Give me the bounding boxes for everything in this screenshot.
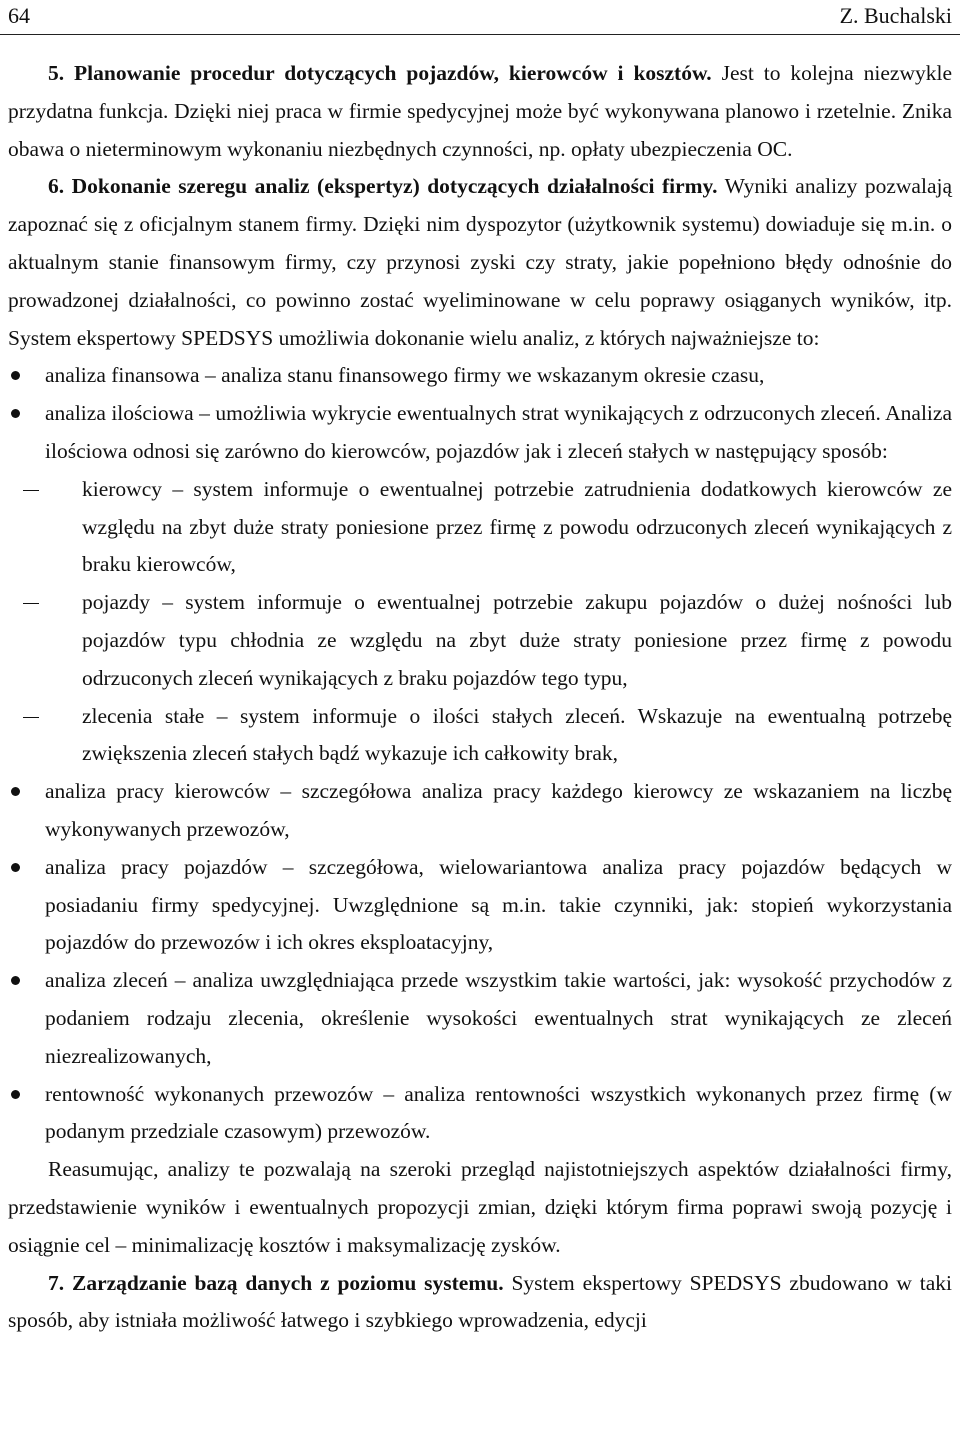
list-item-quantitative-analysis: [8, 395, 952, 773]
sub-list-item-vehicles: [45, 584, 952, 697]
list-item-text: analiza finansowa – analiza stanu finansowego firmy we wskazanym okresie czasu,: [45, 363, 765, 388]
item-6-text: Wyniki analizy pozwalają zapoznać się z oficjalnym stanem firmy. Dzięki nim dyspozytor (użytkownik systemu) dowiaduje się m.in. o aktualnym stanie finansowym firmy, czy przynosi zyski czy straty, jakie popełniono błędy odnośnie do prowadzonej działalności, co powinno zostać wyeliminowane w celu poprawy osiąganych wyników, itp. System ekspertowy SPEDSYS umożliwia dokonanie wielu analiz, z których najważniejsze to:: [8, 174, 953, 350]
item-7-heading: 7. Zarządzanie bazą danych z poziomu systemu.: [48, 1270, 504, 1295]
list-item-orders-analysis: [8, 962, 952, 1075]
paragraph-item-5: [8, 55, 952, 168]
header-rule: [0, 34, 960, 35]
list-item-text: analiza pracy pojazdów – szczegółowa, wielowariantowa analiza pracy pojazdów będących w posiadaniu firmy spedycyjnej. Uwzględnione są m.in. takie czynniki, jak: stopień wykorzystania pojazdów do przewozów i ich okres eksploatacyjny,: [45, 854, 952, 955]
sub-list: [45, 471, 952, 773]
list-item-text: analiza ilościowa – umożliwia wykrycie ewentualnych strat wynikających z odrzuconych zleceń. Analiza ilościowa odnosi się zarówno do kierowców, pojazdów jak i zleceń stałych w następujący sposób:: [45, 401, 952, 463]
sub-list-item-text: kierowcy – system informuje o ewentualnej potrzebie zatrudnienia dodatkowych kierowców ze względu na zbyt duże straty poniesione przez firmę z powodu odrzuconych zleceń wynikających z braku kierowców,: [82, 476, 952, 577]
list-item-financial-analysis: [8, 357, 952, 395]
analysis-list: [8, 357, 952, 1151]
page-number: 64: [8, 3, 30, 28]
list-item-profitability: [8, 1076, 952, 1152]
list-item-text: analiza pracy kierowców – szczegółowa analiza pracy każdego kierowcy ze wskazaniem na liczbę wykonywanych przewozów,: [45, 779, 952, 841]
item-5-heading: 5. Planowanie procedur dotyczących pojazdów, kierowców i kosztów.: [48, 61, 712, 85]
running-header: [0, 0, 960, 34]
summary-paragraph: Reasumując, analizy te pozwalają na szeroki przegląd najistotniejszych aspektów działalności firmy, przedstawienie wyników i ewentualnych propozycji zmian, dzięki którym firma poprawi swoją pozycję i osiągnie cel – minimalizację kosztów i maksymalizację zysków.: [8, 1157, 952, 1257]
sub-list-item-text: zlecenia stałe – system informuje o ilości stałych zleceń. Wskazuje na ewentualną potrzebę zwiększenia zleceń stałych bądź wykazuje ich całkowity brak,: [82, 703, 952, 766]
item-7-text: System ekspertowy SPEDSYS zbudowano w taki sposób, aby istniała możliwość łatwego i szybkiego wprowadzenia, edycji: [8, 1270, 952, 1333]
list-item-text: rentowność wykonanych przewozów – analiza rentowności wszystkich wykonanych przez firmę (w podanym przedziale czasowym) przewozów.: [45, 1081, 952, 1144]
sub-list-item-standing-orders: [45, 698, 952, 774]
paragraph-item-7: [8, 1265, 952, 1341]
list-item-vehicle-work-analysis: [8, 849, 952, 962]
item-5-text: Jest to kolejna niezwykle przydatna funkcja. Dzięki niej praca w firmie spedycyjnej może być wykonywana planowo i rzetelnie. Znika obawa o nieterminowym wykonaniu niezbędnych czynności, np. opłaty ubezpieczenia OC.: [8, 61, 952, 161]
list-item-driver-work-analysis: [8, 773, 952, 849]
list-item-text: analiza zleceń – analiza uwzględniająca przede wszystkim takie wartości, jak: wysokość przychodów z podaniem rodzaju zlecenia, określenie wysokości ewentualnych strat wynikających ze zleceń niezrealizowanych,: [45, 968, 952, 1068]
sub-list-item-text: pojazdy – system informuje o ewentualnej potrzebie zakupu pojazdów o dużej nośności lub pojazdów typu chłodnia ze względu na zbyt duże straty poniesione przez firmę z powodu odrzuconych zleceń wynikających z braku pojazdów tego typu,: [82, 590, 952, 690]
paragraph-item-6: [8, 168, 952, 357]
sub-list-item-drivers: [45, 471, 952, 584]
item-6-heading: 6. Dokonanie szeregu analiz (ekspertyz) dotyczących działalności firmy.: [48, 174, 718, 199]
body-text: [8, 55, 952, 1340]
running-header-author: Z. Buchalski: [839, 3, 952, 28]
